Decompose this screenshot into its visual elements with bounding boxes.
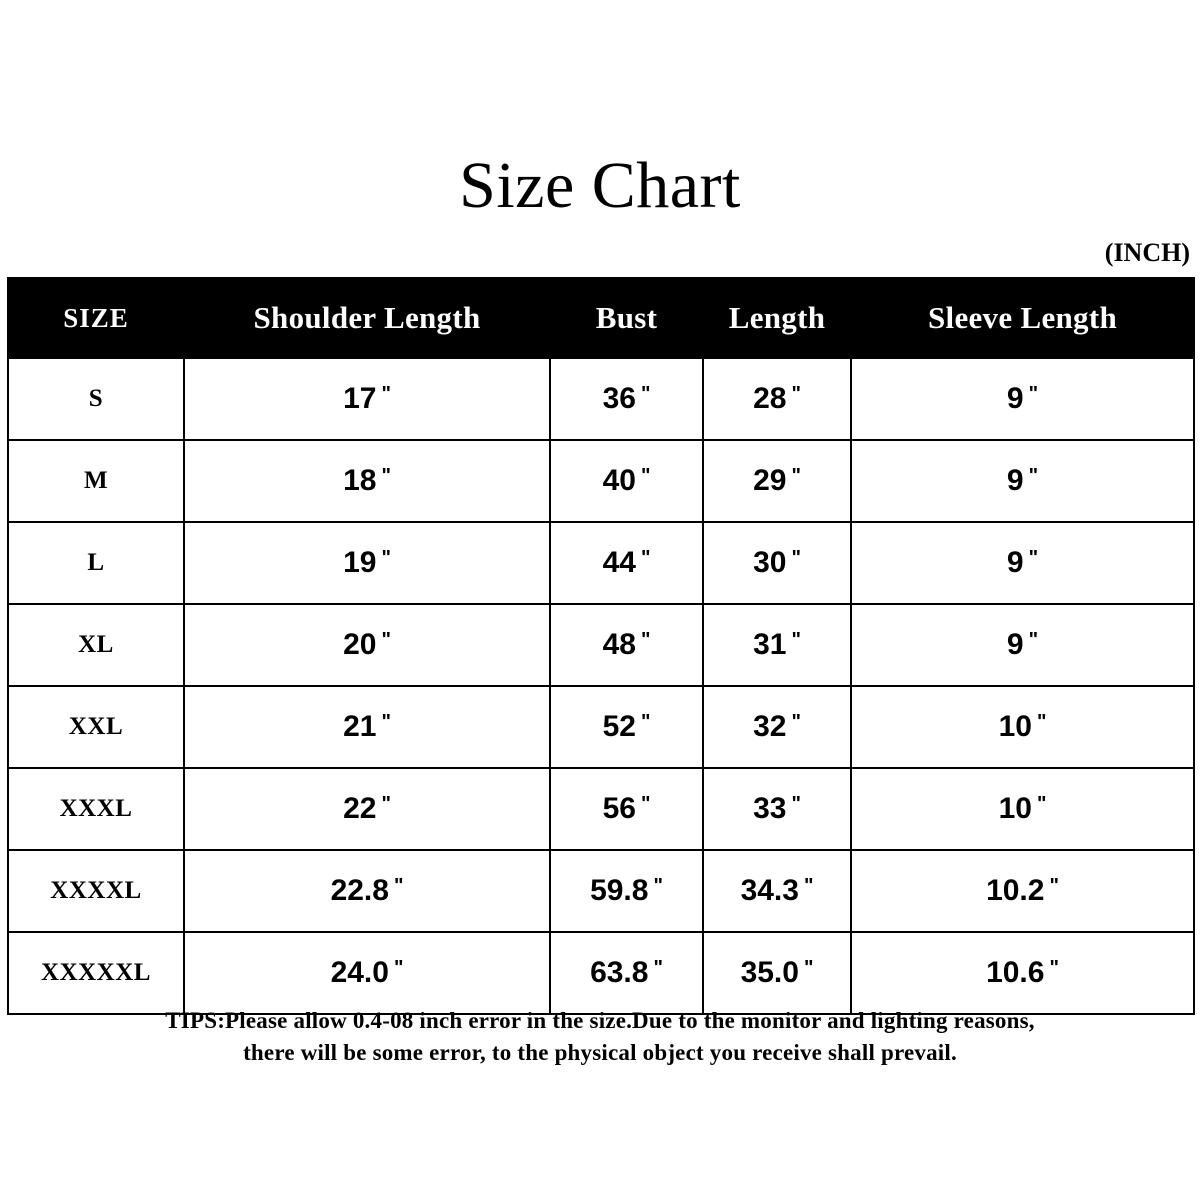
table-row	[8, 768, 1194, 850]
value-shoulder-length: 24.0	[330, 956, 389, 989]
value-shoulder-length: 20	[343, 628, 377, 661]
cell-sleeve-length	[851, 686, 1194, 768]
inch-mark: "	[791, 793, 801, 815]
tips-note	[0, 1005, 1200, 1068]
column-header-bust: Bust	[550, 278, 703, 358]
cell-bust	[550, 358, 703, 440]
inch-mark: "	[640, 711, 651, 733]
value-length: 34.3	[740, 874, 799, 907]
value-length: 28	[753, 382, 787, 415]
cell-bust	[550, 440, 703, 522]
inch-mark: "	[640, 629, 651, 651]
inch-mark: "	[1028, 547, 1039, 569]
cell-bust	[550, 686, 703, 768]
page-title: Size Chart	[459, 149, 741, 222]
cell-size: S	[8, 358, 184, 440]
value-bust: 63.8	[590, 956, 649, 989]
cell-sleeve-length	[851, 850, 1194, 932]
inch-mark: "	[803, 957, 814, 979]
inch-mark: "	[653, 875, 663, 897]
cell-length	[703, 686, 851, 768]
cell-length	[703, 850, 851, 932]
table-row	[8, 932, 1194, 1014]
cell-shoulder-length	[184, 768, 550, 850]
inch-mark: "	[381, 711, 391, 733]
cell-bust	[550, 604, 703, 686]
value-length: 32	[753, 710, 787, 743]
cell-size: M	[8, 440, 184, 522]
unit-note: (INCH)	[1104, 238, 1190, 267]
value-bust: 44	[602, 546, 636, 579]
cell-length	[703, 768, 851, 850]
inch-mark: "	[381, 547, 391, 569]
column-header-shoulder-length: Shoulder Length	[184, 278, 550, 358]
value-sleeve-length: 10.6	[986, 956, 1045, 989]
cell-shoulder-length	[184, 850, 550, 932]
value-sleeve-length: 9	[1006, 628, 1024, 661]
cell-shoulder-length	[184, 358, 550, 440]
value-bust: 40	[602, 464, 636, 497]
cell-shoulder-length	[184, 604, 550, 686]
column-header-size: SIZE	[8, 278, 184, 358]
inch-mark: "	[791, 383, 801, 405]
inch-mark: "	[640, 547, 651, 569]
inch-mark: "	[393, 875, 404, 897]
table-row	[8, 358, 1194, 440]
cell-size: XXL	[8, 686, 184, 768]
cell-shoulder-length	[184, 932, 550, 1014]
value-length: 35.0	[740, 956, 799, 989]
cell-length	[703, 358, 851, 440]
cell-shoulder-length	[184, 522, 550, 604]
inch-mark: "	[1036, 793, 1047, 815]
cell-sleeve-length	[851, 932, 1194, 1014]
cell-sleeve-length	[851, 604, 1194, 686]
cell-length	[703, 932, 851, 1014]
inch-mark: "	[1028, 465, 1039, 487]
value-shoulder-length: 21	[343, 710, 377, 743]
value-sleeve-length: 9	[1006, 382, 1024, 415]
size-chart-table	[7, 277, 1195, 1015]
cell-size: XXXXL	[8, 850, 184, 932]
value-shoulder-length: 17	[343, 382, 377, 415]
cell-size: XXXXXL	[8, 932, 184, 1014]
inch-mark: "	[381, 629, 391, 651]
table-header-row	[8, 278, 1194, 358]
table-row	[8, 522, 1194, 604]
inch-mark: "	[791, 629, 801, 651]
inch-mark: "	[381, 793, 391, 815]
inch-mark: "	[393, 957, 404, 979]
inch-mark: "	[640, 793, 651, 815]
value-shoulder-length: 22	[343, 792, 377, 825]
value-sleeve-length: 10.2	[986, 874, 1045, 907]
value-sleeve-length: 10	[998, 792, 1032, 825]
cell-length	[703, 604, 851, 686]
cell-bust	[550, 850, 703, 932]
cell-shoulder-length	[184, 440, 550, 522]
value-bust: 48	[602, 628, 636, 661]
cell-size: XL	[8, 604, 184, 686]
cell-length	[703, 522, 851, 604]
value-length: 30	[753, 546, 787, 579]
inch-mark: "	[803, 875, 814, 897]
inch-mark: "	[381, 465, 391, 487]
inch-mark: "	[653, 957, 663, 979]
cell-sleeve-length	[851, 358, 1194, 440]
value-shoulder-length: 19	[343, 546, 377, 579]
table-row	[8, 850, 1194, 932]
value-bust: 36	[602, 382, 636, 415]
inch-mark: "	[791, 465, 801, 487]
cell-bust	[550, 522, 703, 604]
inch-mark: "	[1036, 711, 1047, 733]
cell-size: L	[8, 522, 184, 604]
value-bust: 56	[602, 792, 636, 825]
inch-mark: "	[791, 547, 801, 569]
value-length: 29	[753, 464, 787, 497]
tips-line-1: TIPS:Please allow 0.4-08 inch error in the size.Due to the monitor and lighting reasons,	[165, 1008, 1035, 1033]
inch-mark: "	[791, 711, 801, 733]
value-bust: 59.8	[590, 874, 649, 907]
cell-sleeve-length	[851, 440, 1194, 522]
cell-shoulder-length	[184, 686, 550, 768]
cell-sleeve-length	[851, 768, 1194, 850]
cell-bust	[550, 932, 703, 1014]
column-header-sleeve-length: Sleeve Length	[851, 278, 1194, 358]
value-shoulder-length: 22.8	[330, 874, 389, 907]
column-header-length: Length	[703, 278, 851, 358]
inch-mark: "	[1028, 383, 1039, 405]
cell-length	[703, 440, 851, 522]
inch-mark: "	[381, 383, 391, 405]
tips-line-2: there will be some error, to the physical object you receive shall prevail.	[243, 1039, 957, 1065]
value-length: 33	[753, 792, 787, 825]
value-bust: 52	[602, 710, 636, 743]
cell-sleeve-length	[851, 522, 1194, 604]
table-row	[8, 440, 1194, 522]
value-sleeve-length: 9	[1006, 464, 1024, 497]
value-shoulder-length: 18	[343, 464, 377, 497]
inch-mark: "	[1049, 875, 1059, 897]
table-row	[8, 686, 1194, 768]
value-sleeve-length: 9	[1006, 546, 1024, 579]
inch-mark: "	[1028, 629, 1039, 651]
inch-mark: "	[640, 383, 651, 405]
cell-bust	[550, 768, 703, 850]
value-length: 31	[753, 628, 787, 661]
table-row	[8, 604, 1194, 686]
inch-mark: "	[1049, 957, 1059, 979]
inch-mark: "	[640, 465, 651, 487]
value-sleeve-length: 10	[998, 710, 1032, 743]
cell-size: XXXL	[8, 768, 184, 850]
